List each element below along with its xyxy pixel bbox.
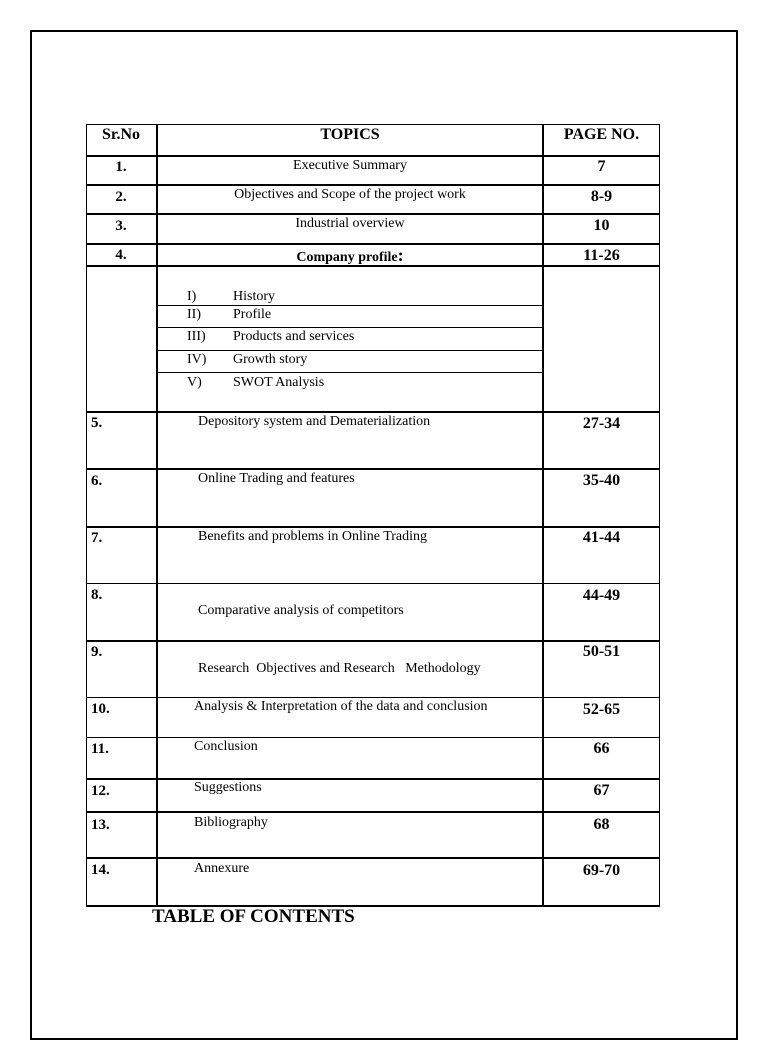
- sr-no-cell: 5.: [91, 415, 103, 431]
- page-number-cell: 41-44: [582, 529, 621, 546]
- subitem-rule: [157, 305, 543, 306]
- sr-no-cell: 9.: [91, 644, 103, 660]
- topic-cell: Conclusion: [194, 739, 258, 754]
- page-number-cell: 67: [593, 782, 610, 799]
- table-rule: [86, 811, 660, 813]
- topic-cell: Analysis & Interpretation of the data and conclusion: [194, 699, 488, 714]
- sr-no-cell: 12.: [91, 783, 110, 799]
- page-number-cell: 11-26: [583, 247, 620, 264]
- subitem-number: V): [187, 375, 202, 390]
- table-rule: [86, 526, 660, 528]
- table-rule: [86, 213, 660, 215]
- page-number-cell: 66: [593, 740, 610, 757]
- page-number-cell: 44-49: [582, 587, 621, 604]
- header-topics: TOPICS: [320, 126, 380, 143]
- subitem-label: SWOT Analysis: [233, 375, 325, 390]
- sr-no-cell: 4.: [115, 247, 127, 263]
- table-rule: [86, 778, 660, 780]
- company-profile-label: Company profile: [296, 250, 398, 265]
- table-rule: [86, 737, 660, 738]
- sr-no-cell: 3.: [115, 218, 127, 234]
- topic-cell: Comparative analysis of competitors: [198, 603, 404, 618]
- topic-cell: Industrial overview: [295, 216, 405, 231]
- page-number-cell: 52-65: [582, 701, 621, 718]
- table-rule: [86, 697, 660, 698]
- page-number-cell: 10: [593, 217, 610, 234]
- header-page-no: PAGE NO.: [563, 126, 640, 143]
- subitem-rule: [157, 327, 543, 328]
- subitem-number: III): [187, 329, 206, 344]
- table-rule: [659, 124, 660, 907]
- sr-no-cell: 1.: [115, 159, 127, 175]
- subitem-rule: [157, 350, 543, 351]
- subitem-number: I): [187, 289, 197, 304]
- sr-no-cell: 14.: [91, 862, 110, 878]
- page-number-cell: 69-70: [582, 862, 621, 879]
- sr-no-cell: 2.: [115, 189, 127, 205]
- page-number-cell: 35-40: [582, 472, 621, 489]
- subitem-number: II): [187, 307, 201, 322]
- sr-no-cell: 13.: [91, 817, 110, 833]
- sr-no-cell: 10.: [91, 701, 110, 717]
- topic-cell: Research Objectives and Research Methodology: [198, 661, 481, 676]
- table-rule: [86, 857, 660, 859]
- table-of-contents-title: TABLE OF CONTENTS: [152, 906, 355, 927]
- topic-cell: Benefits and problems in Online Trading: [198, 529, 428, 544]
- page-number-cell: 68: [593, 816, 610, 833]
- subitem-rule: [157, 372, 543, 373]
- header-sr-no: Sr.No: [101, 126, 141, 143]
- topic-cell: Suggestions: [194, 780, 262, 795]
- subitem-number: IV): [187, 352, 207, 367]
- table-rule: [156, 124, 158, 907]
- page-number-cell: 8-9: [590, 188, 613, 205]
- table-rule: [86, 640, 660, 642]
- subitem-label: Profile: [233, 307, 272, 322]
- subitem-label: Products and services: [233, 329, 355, 344]
- page-number-cell: 7: [597, 158, 606, 175]
- topic-cell: Depository system and Dematerialization: [198, 414, 431, 429]
- table-rule: [86, 124, 660, 125]
- sr-no-cell: 11.: [91, 741, 109, 757]
- page-number-cell: 27-34: [582, 415, 621, 432]
- sr-no-cell: 7.: [91, 530, 103, 546]
- topic-cell: Online Trading and features: [198, 471, 355, 486]
- page-number-cell: 50-51: [582, 643, 621, 660]
- topic-cell: Annexure: [194, 861, 250, 876]
- table-rule: [86, 184, 660, 186]
- table-rule: [86, 583, 660, 584]
- topic-cell: [158, 245, 542, 266]
- subitem-label: Growth story: [233, 352, 308, 367]
- company-profile-colon: :: [397, 245, 404, 265]
- table-rule: [86, 124, 87, 907]
- topic-cell: Executive Summary: [293, 158, 407, 173]
- topic-cell: Objectives and Scope of the project work: [234, 187, 466, 202]
- sr-no-cell: 6.: [91, 473, 103, 489]
- table-rule: [86, 411, 660, 413]
- sr-no-cell: 8.: [91, 587, 103, 603]
- subitem-label: History: [233, 289, 275, 304]
- table-rule: [86, 155, 660, 157]
- topic-cell: Bibliography: [194, 815, 268, 830]
- table-rule: [86, 468, 660, 470]
